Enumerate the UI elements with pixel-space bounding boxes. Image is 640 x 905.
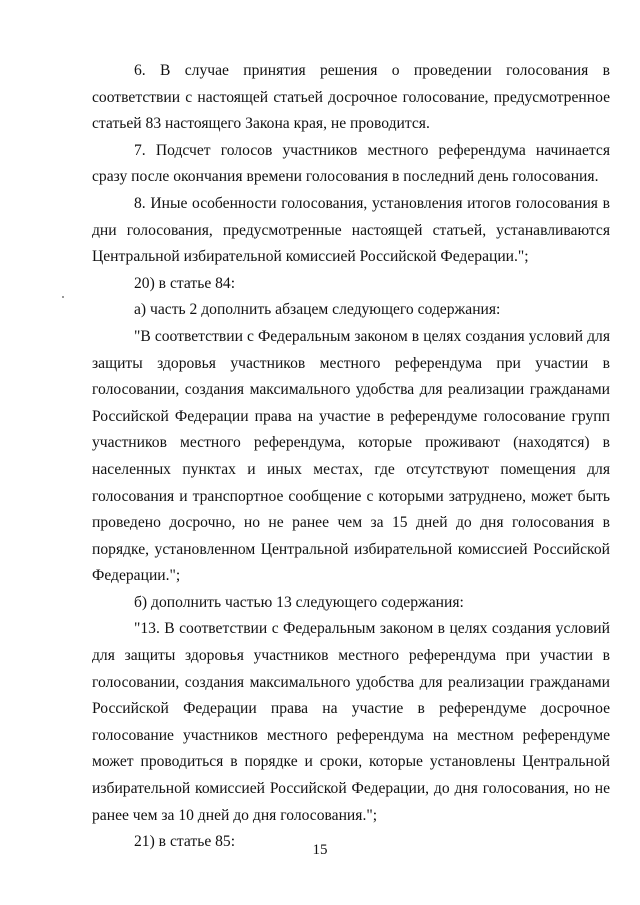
document-body bbox=[92, 58, 610, 856]
paragraph-point-21: 21) в статье 85: bbox=[134, 833, 236, 851]
paragraph-item-6: 6. В случае принятия решения о проведении голосования в соответствии с настоящей статьей досрочное голосование, предусмотренное статьей 83 настоящего Закона края, не проводится. bbox=[92, 62, 610, 133]
paragraph-quote-a: "В соответствии с Федеральным законом в целях создания условий для защиты здоровья участников местного референдума при участии в голосовании, создания максимального удобства для реализации гражданами Российской Федерации права на участие в референдуме голосование групп участников местного референдума, которые проживают (находятся) в населенных пунктах и иных местах, где отсутствуют помещения для голосования и транспортное сообщение с которыми затруднено, может быть проведено досрочно, но не ранее чем за 15 дней до дня голосования в порядке, установленном Центральной избирательной комиссией Российской Федерации."; bbox=[92, 327, 610, 585]
paragraph-subpoint-a: а) часть 2 дополнить абзацем следующего содержания: bbox=[134, 301, 501, 319]
scan-artifact bbox=[62, 296, 64, 298]
page-number: 15 bbox=[312, 842, 328, 858]
paragraph-point-20: 20) в статье 84: bbox=[134, 274, 236, 292]
paragraph-quote-b: "13. В соответствии с Федеральным законом в целях создания условий для защиты здоровья участников местного референдума при участии в голосовании, создания максимального удобства для реализации гражданами Российской Федерации права на участие в референдуме досрочное голосование участников местного референдума на местном референдуме может проводиться в порядке и сроки, которые установлены Центральной избирательной комиссией Российской Федерации, до дня голосования, но не ранее чем за 10 дней до дня голосования."; bbox=[92, 620, 610, 824]
paragraph-subpoint-b: б) дополнить частью 13 следующего содержания: bbox=[134, 593, 464, 611]
paragraph-item-7: 7. Подсчет голосов участников местного референдума начинается сразу после окончания времени голосования в последний день голосования. bbox=[92, 141, 610, 186]
paragraph-item-8: 8. Иные особенности голосования, установления итогов голосования в дни голосования, предусмотренные настоящей статьей, устанавливаются Центральной избирательной комиссией Российской Федерации."; bbox=[92, 194, 610, 266]
